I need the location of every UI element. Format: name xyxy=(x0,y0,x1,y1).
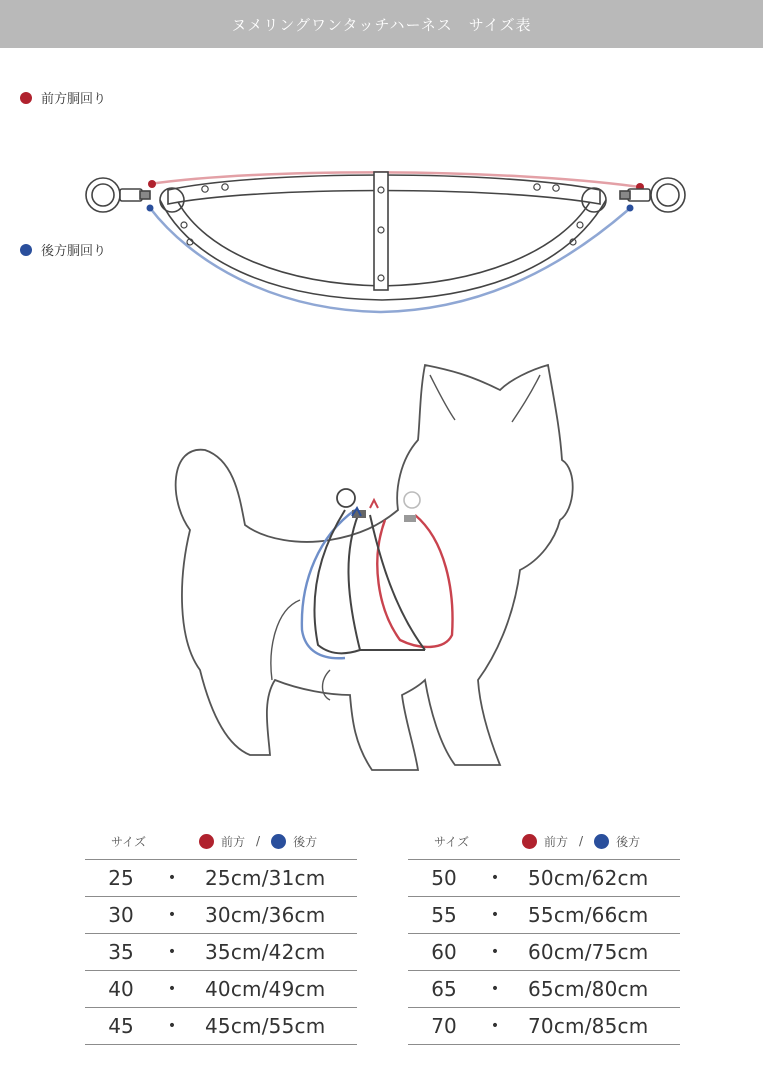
header-front: 前方 xyxy=(544,834,569,849)
size-table-right xyxy=(408,823,680,1045)
table-row xyxy=(85,1008,357,1045)
red-dot-icon xyxy=(522,834,537,849)
table-row xyxy=(408,1008,680,1045)
back-girth-end xyxy=(627,205,634,212)
bullet-icon: • xyxy=(490,1018,500,1034)
girth-value: 45cm/55cm xyxy=(205,1014,326,1038)
girth-value: 30cm/36cm xyxy=(205,903,326,927)
girth-value: 55cm/66cm xyxy=(528,903,649,927)
size-value: 50 xyxy=(431,866,457,890)
page-header xyxy=(0,0,763,48)
header-slash: / xyxy=(579,834,584,848)
bullet-icon: • xyxy=(490,870,500,886)
bullet-icon: • xyxy=(490,944,500,960)
size-value: 35 xyxy=(108,940,134,964)
table-row xyxy=(85,971,357,1008)
size-value: 70 xyxy=(431,1014,457,1038)
left-d-ring xyxy=(86,178,150,212)
header-back: 後方 xyxy=(616,834,641,849)
size-table-left xyxy=(85,823,357,1045)
table-row xyxy=(85,860,357,897)
front-girth-start xyxy=(148,180,156,188)
bullet-icon: • xyxy=(490,907,500,923)
bullet-icon: • xyxy=(167,907,177,923)
girth-value: 60cm/75cm xyxy=(528,940,649,964)
dog-harness-ring-front xyxy=(337,489,355,507)
table-row xyxy=(408,897,680,934)
legend-back-label: 後方胴回り xyxy=(41,244,107,259)
blue-dot-icon xyxy=(594,834,609,849)
girth-value: 25cm/31cm xyxy=(205,866,326,890)
bullet-icon: • xyxy=(167,944,177,960)
girth-value: 50cm/62cm xyxy=(528,866,649,890)
table-row xyxy=(408,971,680,1008)
header-front: 前方 xyxy=(221,834,246,849)
table-row xyxy=(408,860,680,897)
size-value: 55 xyxy=(431,903,457,927)
back-girth-start xyxy=(147,205,154,212)
girth-value: 65cm/80cm xyxy=(528,977,649,1001)
size-value: 40 xyxy=(108,977,134,1001)
blue-dot-icon xyxy=(271,834,286,849)
harness-diagram xyxy=(0,150,763,330)
red-dot-icon xyxy=(199,834,214,849)
page-title: ヌメリングワンタッチハーネス サイズ表 xyxy=(231,15,532,34)
header-legend xyxy=(175,833,317,850)
header-back: 後方 xyxy=(293,834,318,849)
girth-value: 35cm/42cm xyxy=(205,940,326,964)
header-size: サイズ xyxy=(111,834,147,849)
size-value: 25 xyxy=(108,866,134,890)
red-dot-icon xyxy=(20,92,32,104)
table-row xyxy=(408,934,680,971)
center-strap xyxy=(374,172,388,290)
dog-harness-ring-back xyxy=(404,492,420,508)
size-value: 60 xyxy=(431,940,457,964)
bullet-icon: • xyxy=(167,981,177,997)
size-value: 45 xyxy=(108,1014,134,1038)
table-row xyxy=(85,934,357,971)
dog-illustration xyxy=(0,350,763,780)
table-row xyxy=(85,897,357,934)
girth-value: 40cm/49cm xyxy=(205,977,326,1001)
bullet-icon: • xyxy=(167,1018,177,1034)
legend-front xyxy=(20,88,106,107)
header-slash: / xyxy=(256,834,261,848)
header-size: サイズ xyxy=(434,834,470,849)
table-header xyxy=(85,823,357,860)
size-value: 30 xyxy=(108,903,134,927)
girth-value: 70cm/85cm xyxy=(528,1014,649,1038)
dog-outline xyxy=(176,365,573,770)
size-value: 65 xyxy=(431,977,457,1001)
back-girth-line xyxy=(150,208,628,312)
header-legend xyxy=(498,833,640,850)
bullet-icon: • xyxy=(167,870,177,886)
bullet-icon: • xyxy=(490,981,500,997)
table-header xyxy=(408,823,680,860)
legend-front-label: 前方胴回り xyxy=(41,92,107,107)
